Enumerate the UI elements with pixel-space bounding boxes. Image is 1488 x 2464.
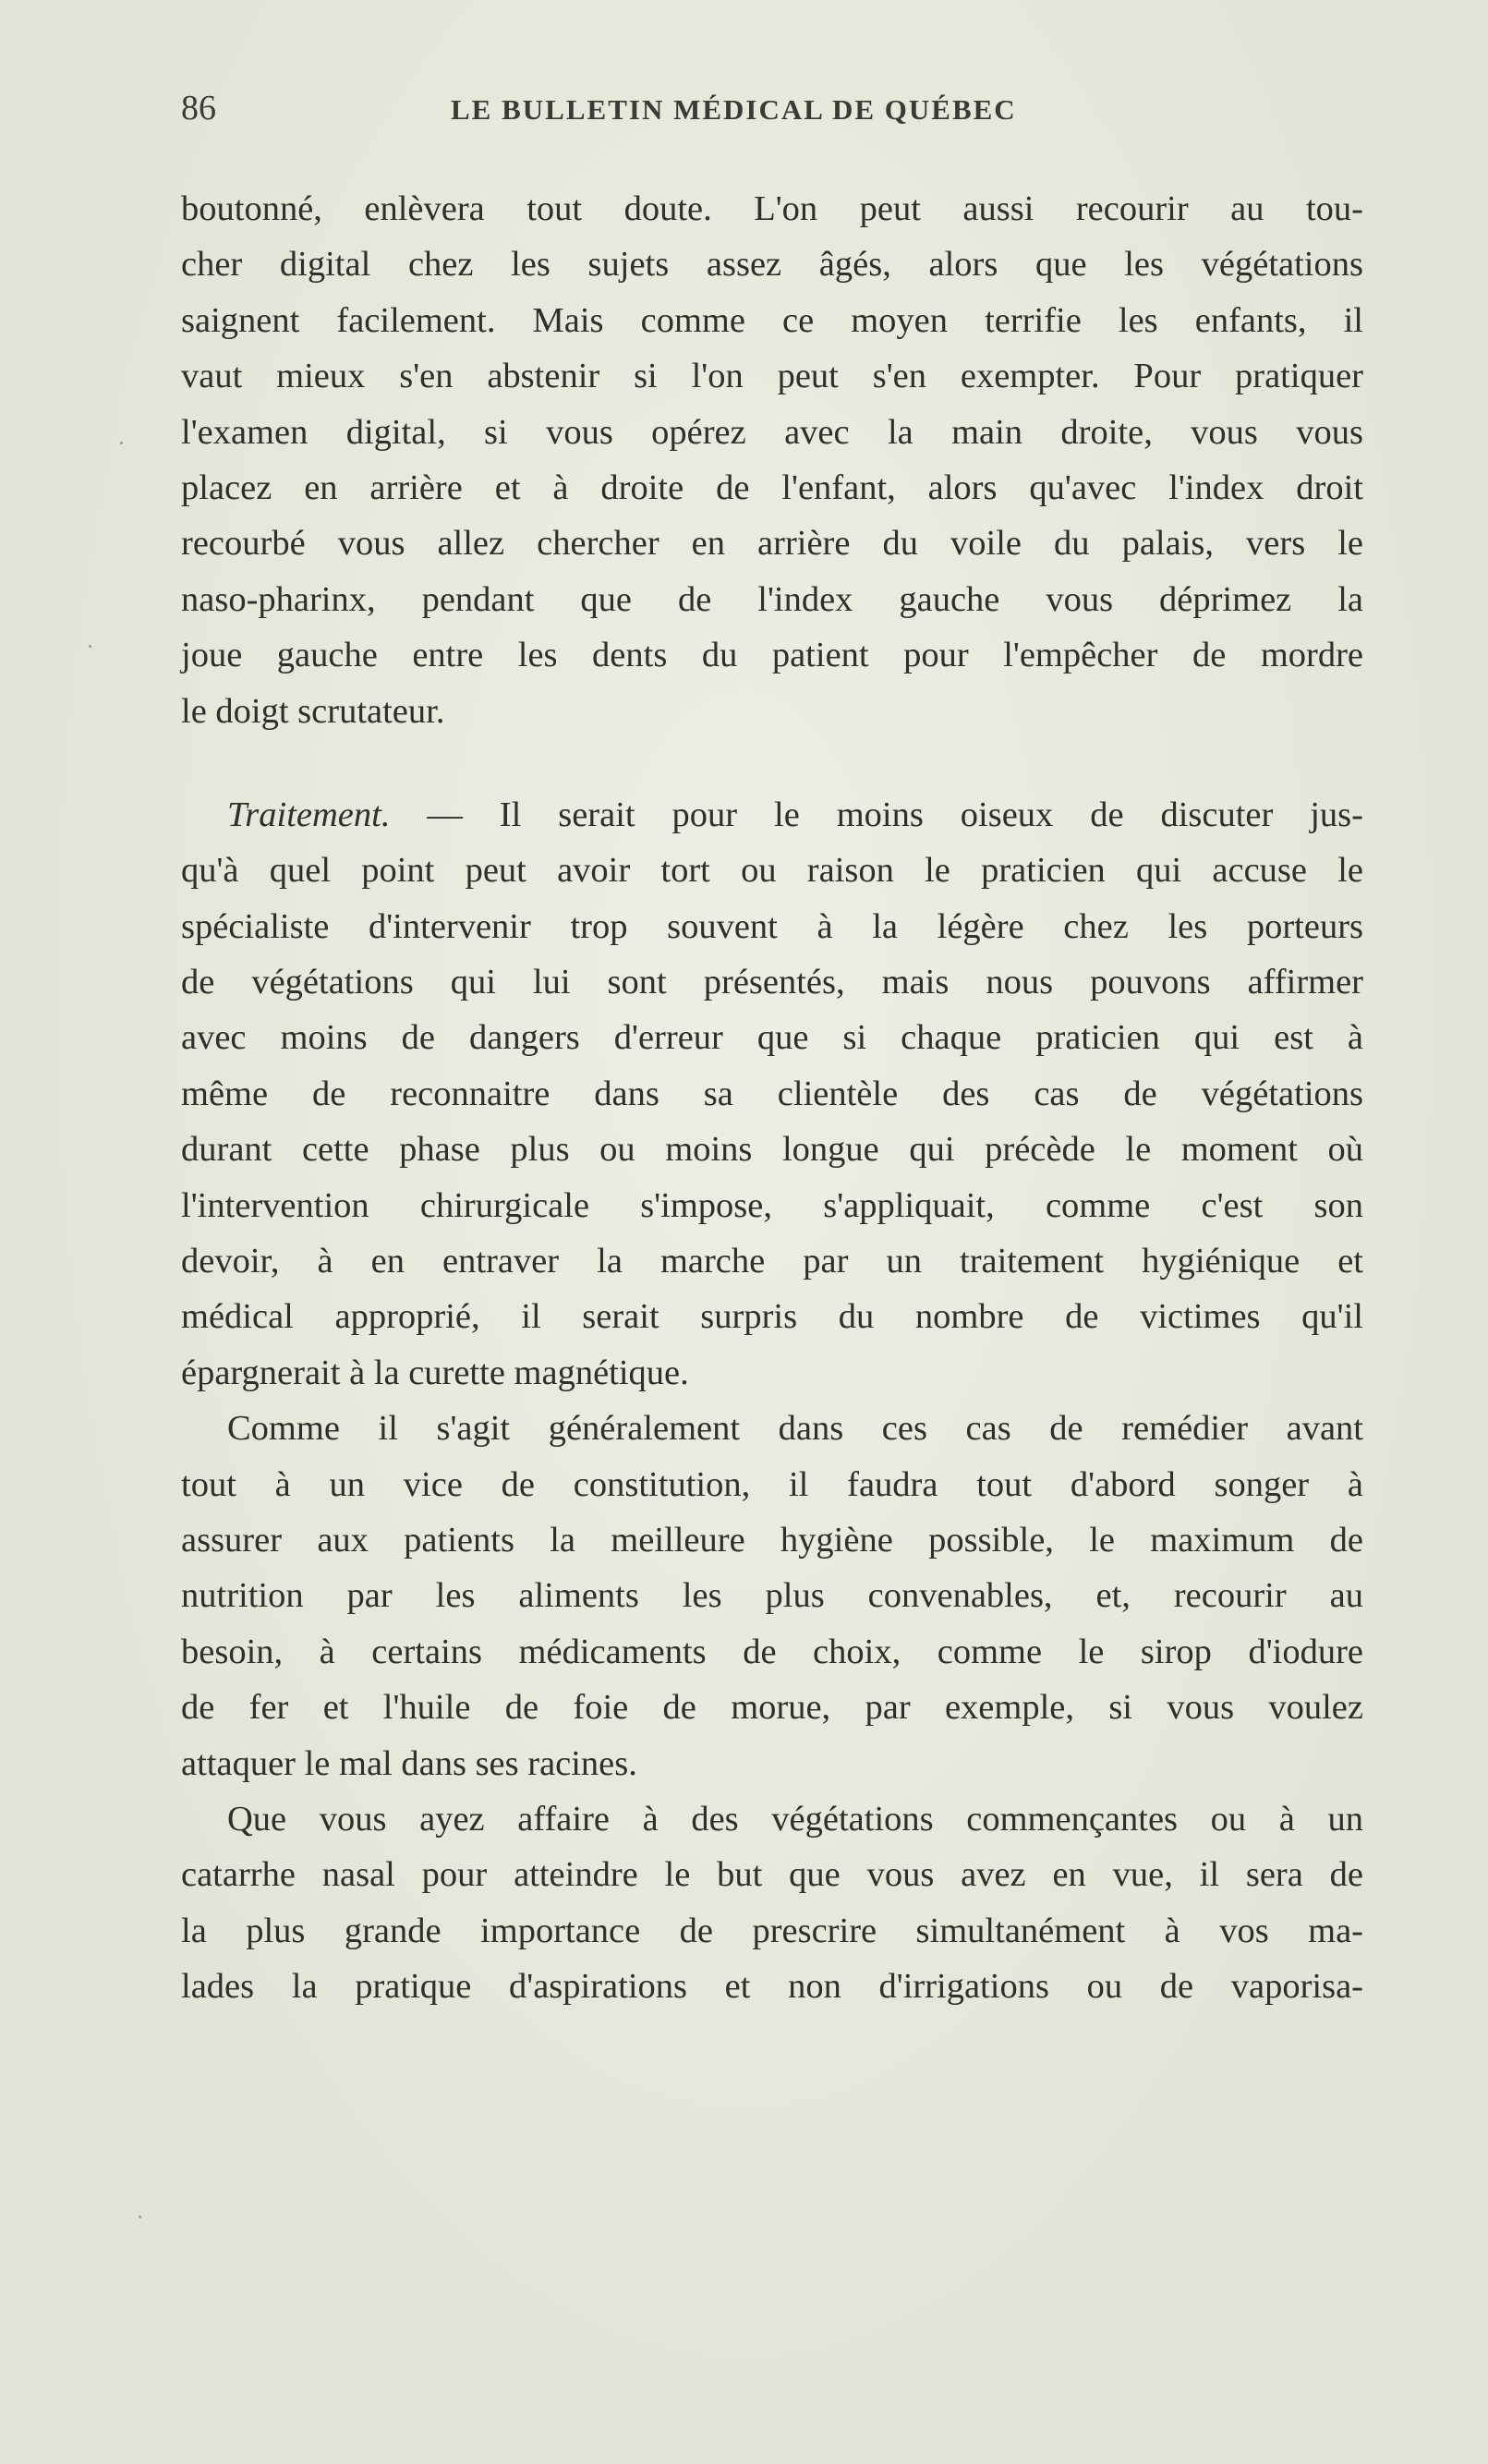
text-line: vaut mieux s'en abstenir si l'on peut s'en exempter. Pour pratiquer xyxy=(181,357,1363,396)
text-line: catarrhe nasal pour atteindre le but que vous avez en vue, il sera de xyxy=(181,1855,1363,1895)
paragraph-3 xyxy=(181,1401,1363,1791)
text-line: saignent facilement. Mais comme ce moyen terrifie les enfants, il xyxy=(181,300,1363,340)
text-line: boutonné, enlèvera tout doute. L'on peut aussi recourir au tou- xyxy=(181,189,1363,228)
text-line: assurer aux patients la meilleure hygiène possible, le maximum de xyxy=(181,1520,1363,1560)
text-line: lades la pratique d'aspirations et non d'irrigations ou de vaporisa- xyxy=(181,1967,1363,2007)
text-line: même de reconnaitre dans sa clientèle des cas de végétations xyxy=(181,1074,1363,1113)
body-text xyxy=(181,181,1363,2015)
text-line: Que vous ayez affaire à des végétations commençantes ou à un xyxy=(227,1799,1363,1839)
text-line: nutrition par les aliments les plus convenables, et, recourir au xyxy=(181,1576,1363,1616)
text-line-lead xyxy=(181,787,1363,843)
text-line: le doigt scrutateur. xyxy=(181,691,445,731)
running-head: LE BULLETIN MÉDICAL DE QUÉBEC xyxy=(451,93,1017,126)
text-line: placez en arrière et à droite de l'enfant, alors qu'avec l'index droit xyxy=(181,467,1363,507)
text-line: médical approprié, il serait surpris du nombre de victimes qu'il xyxy=(181,1297,1363,1337)
text-line: durant cette phase plus ou moins longue qui précède le moment où xyxy=(181,1130,1363,1170)
text-line: de fer et l'huile de foie de morue, par exemple, si vous voulez xyxy=(181,1688,1363,1728)
text-line: l'examen digital, si vous opérez avec la main droite, vous vous xyxy=(181,412,1363,452)
text-line: joue gauche entre les dents du patient pour l'empêcher de mordre xyxy=(181,636,1363,675)
paper-speck xyxy=(120,442,123,444)
paragraph-spacer xyxy=(181,739,1363,787)
paper-speck xyxy=(139,2215,141,2218)
text-line: besoin, à certains médicaments de choix, comme le sirop d'iodure xyxy=(181,1632,1363,1671)
paragraph-4 xyxy=(181,1791,1363,2015)
text-line: spécialiste d'intervenir trop souvent à la légère chez les porteurs xyxy=(181,906,1363,946)
page-header xyxy=(181,85,1363,131)
paper-speck xyxy=(89,645,91,648)
text-line: devoir, à en entraver la marche par un traitement hygiénique et xyxy=(181,1242,1363,1281)
text-line: de végétations qui lui sont présentés, mais nous pouvons affirmer xyxy=(181,963,1363,1002)
text-line: attaquer le mal dans ses racines. xyxy=(181,1743,637,1783)
text-line: qu'à quel point peut avoir tort ou raison le praticien qui accuse le xyxy=(181,851,1363,891)
text-line-rest: — Il serait pour le moins oiseux de discuter jus- xyxy=(390,795,1363,834)
text-line: cher digital chez les sujets assez âgés, alors que les végétations xyxy=(181,245,1363,285)
text-line: naso-pharinx, pendant que de l'index gauche vous déprimez la xyxy=(181,579,1363,619)
text-line: recourbé vous allez chercher en arrière du voile du palais, vers le xyxy=(181,524,1363,564)
section-lead-title: Traitement. xyxy=(227,795,391,834)
text-line: la plus grande importance de prescrire simultanément à vos ma- xyxy=(181,1911,1363,1950)
text-line: épargnerait à la curette magnétique. xyxy=(181,1353,689,1392)
paragraph-1 xyxy=(181,181,1363,739)
text-line: Comme il s'agit généralement dans ces cas de remédier avant xyxy=(227,1409,1363,1449)
text-line: tout à un vice de constitution, il faudra tout d'abord songer à xyxy=(181,1464,1363,1504)
text-line: avec moins de dangers d'erreur que si chaque praticien qui est à xyxy=(181,1018,1363,1058)
text-line: l'intervention chirurgicale s'impose, s'appliquait, comme c'est son xyxy=(181,1185,1363,1225)
paragraph-2 xyxy=(181,787,1363,1401)
page-number: 86 xyxy=(181,89,216,127)
